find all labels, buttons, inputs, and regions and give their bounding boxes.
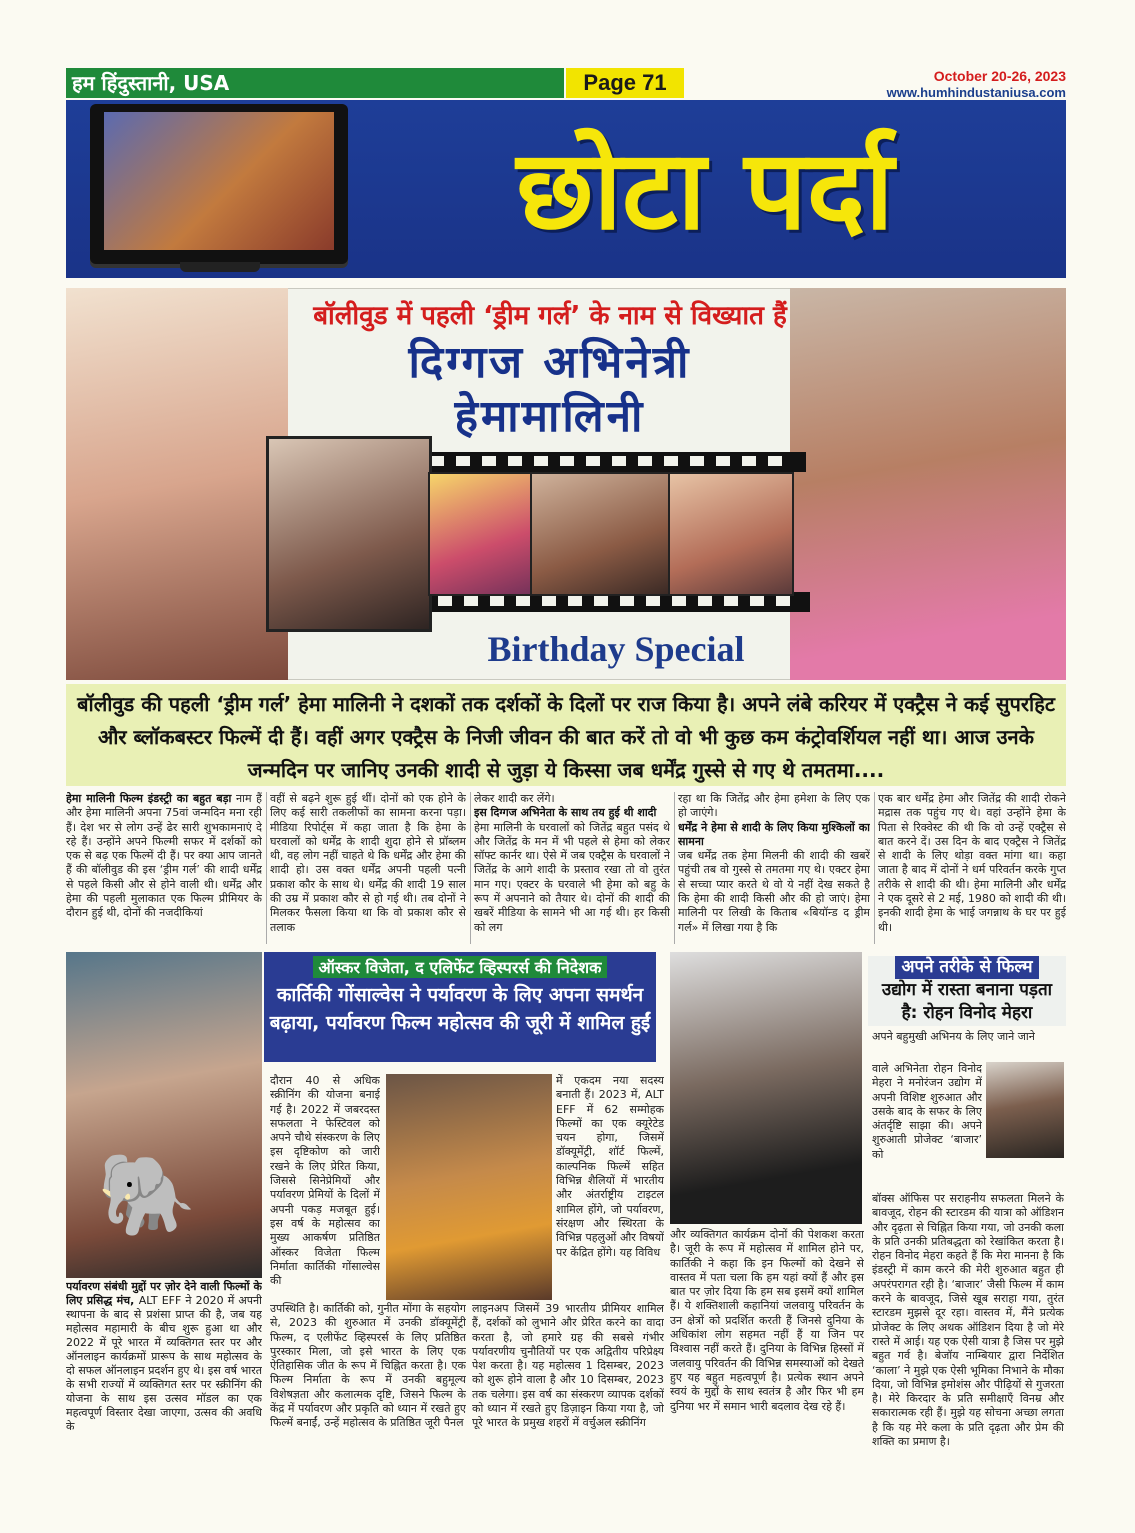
- elephant-trophy-icon: 🐘: [97, 1148, 197, 1241]
- photo-couple-closeup: [530, 472, 670, 596]
- caption-lead: पर्यावरण संबंधी मुद्दों पर ज़ोर देने वाली फिल्मों के लिए प्रसिद्ध मंच,: [66, 1280, 262, 1307]
- article-subhead: धर्मेंद्र ने हेमा से शादी के लिए किया मुश्किलों का सामना: [678, 820, 870, 848]
- rohan-photo: [986, 1062, 1064, 1158]
- article-text: नाम हैं और हेमा मालिनी अपना 75वां जन्मदिन मना रही हैं। देश भर से लोग उन्हें ढेर सारी शुभकामनाएं दे रहे हैं। उन्होंने अपने फिल्मी सफर में दर्शकों को एक से बढ़ एक फिल्में दी हैं। पर क्या आप जानते हैं की बॉलीवुड की इस ‘ड्रीम गर्ल’ की शादी धर्मेंद्र से पहले किसी और से होने वाली थी। धर्मेंद्र और हेमा की पहली मुलाकात एक फिल्म प्रीमियर के दौरान हुई थी, दोनों की नजदीकियां: [66, 792, 262, 920]
- column-divider: [470, 792, 471, 944]
- feature-headline-line1: दिग्गज अभिनेत्री: [408, 337, 692, 388]
- brand-banner: हम हिंदुस्तानी, USA: [66, 68, 564, 98]
- article-subhead: इस दिग्गज अभिनेता के साथ तय हुई थी शादी: [474, 806, 657, 820]
- article-column-2: वहीं से बढ़ने शुरू हुई थीं। दोनों को एक होने के लिए कई सारी तकलीफों का सामना करना पड़ा। मीडिया रिपोर्ट्स में कहा जाता है कि हेमा के घरवालों को धर्मेंद्र के शादी शुदा होने से प्रॉब्लम थी, वह लोग नहीं चाहते थे कि धर्मेंद्र और हेमा की शादी हो। उस वक्त धर्मेंद्र अपनी पहली पत्नी प्रकाश कौर के साथ थे। धर्मेंद्र की शादी 19 साल की उम्र में प्रकाश कौर से हो गई थी। तब दोनों ने मिलकर फैसला किया था कि वो प्रकाश कौर से तलाक: [270, 792, 466, 934]
- hema-young-photo: [66, 288, 288, 680]
- section-title: छोटा पर्दा: [516, 126, 894, 254]
- photo-dharmendra-hema: [266, 436, 432, 632]
- kartiki-portrait-photo: [670, 952, 862, 1224]
- article-lead: हेमा मालिनी फिल्म इंडस्ट्री का बहुत बड़ा: [66, 792, 232, 805]
- caption-text: ALT EFF ने 2020 में अपनी स्थापना के बाद से प्रशंसा प्राप्त की है, जब यह महोत्सव महामारी के बीच शुरू हुआ था और 2022 में पूरे भारत में व्यक्तिगत स्तर पर और ऑनलाइन कार्यक्रमों प्रारूप के साथ महोत्सव के दो सफल ऑनलाइन प्रदर्शन हुए थे। इस वर्ष भारत के सभी राज्यों में व्यक्तिगत स्तर पर स्क्रीनिंग की योजना के साथ इस उत्सव मॉडल का एक महत्वपूर्ण विस्तार देखा जाएगा, उत्सव की अवधि के: [66, 1294, 262, 1433]
- oscar-headline-box: [264, 952, 656, 1062]
- rohan-text-3: बॉक्स ऑफिस पर सराहनीय सफलता मिलने के बावजूद, रोहन की स्टारडम की यात्रा को ऑडिशन और दृढ़ता से चिह्नित किया गया, जो उनकी कला के प्रति उनकी प्रतिबद्धता को रेखांकित करता है। रोहन विनोद मेहरा कहते हैं कि मेरा मानना है कि इंडस्ट्री में काम करने की मेरी शुरुआत बहुत ही अपरंपरागत रही है। ‘बाजार’ जैसी फिल्म में काम करने के बावजूद, जिसे खूब सराहा गया, तुरंत स्टारडम मुझसे दूर रहा। वास्तव में, मैंने प्रत्येक प्रोजेक्ट के लिए अथक ऑडिशन दिया है जो मेरे रास्ते में आई। यह एक ऐसी यात्रा है जिस पर मुझे बहुत गर्व है। बेजॉय नाम्बियार द्वारा निर्देशित ‘काला’ ने मुझे एक ऐसी भूमिका निभाने के मौका दिया, जो विभिन्न इमोशंस और पीढ़ियों से गुजरता है। मेरे किरदार के प्रति समीक्षाएँ विनम्र और सकारात्मक रही हैं। मुझे यह सोचना अच्छा लगता है कि यह मेरे कला के प्रति दृढ़ता और प्रेम की शक्ति का प्रमाण है।: [872, 1192, 1064, 1449]
- issue-date: October 20-26, 2023: [933, 68, 1066, 84]
- column-divider: [266, 792, 267, 944]
- oscar-column-5: और व्यक्तिगत कार्यक्रम दोनों की पेशकश करता है। जूरी के रूप में महोत्सव में शामिल होने पर, कार्तिकी ने कहा कि इन फिल्मों को देखने से वास्तव में पता चला कि हम यहां क्यों हैं और इस बात पर ज़ोर दिया कि हम सब इसमें क्यों शामिल हैं। ये शक्तिशाली कहानियां जलवायु परिवर्तन के उन क्षेत्रों को प्रदर्शित करती हैं जिनसे दुनिया के अधिकांश लोग सहमत नहीं हैं या जिन पर विश्वास नहीं करते हैं। दुनिया के विभिन्न हिस्सों में जलवायु परिवर्तन की विभिन्न समस्याओं को देखते हुए यह बहुत महत्वपूर्ण है। प्रत्येक स्थान अपने स्वयं के मुद्दों के साथ स्वतंत्र है और फिर भी हम दुनिया भर में समान भारी बदलाव देख रहे हैं।: [670, 1228, 864, 1413]
- oscar-column-1: दौरान 40 से अधिक स्क्रीनिंग की योजना बनाई गई है। 2022 में जबरदस्त सफलता ने फेस्टिवल को अपने चौथे संस्करण के लिए इस दृष्टिकोण को जारी रखने के लिए प्रेरित किया, जिससे सिनेप्रेमियों और पर्यावरण प्रेमियों के दिलों में अपनी पकड़ मजबूत हुई। इस वर्ष के महोत्सव का मुख्य आकर्षण प्रतिष्ठित ऑस्कर विजेता फिल्म निर्माता कार्तिकी गोंसाल्वेस की: [270, 1074, 380, 1288]
- hema-present-photo: [790, 288, 1066, 680]
- rohan-text-1: अपने बहुमुखी अभिनय के लिए जाने जाने: [872, 1030, 1035, 1043]
- feature-intro: बॉलीवुड की पहली ‘ड्रीम गर्ल’ हेमा मालिनी ने दशकों तक दर्शकों के दिलों पर राज किया है। अपने लंबे करियर में एक्ट्रैस ने कई सुपरहिट और ब्लॉकबस्टर फिल्में दी हैं। वहीं अगर एक्ट्रैस के निजी जीवन की बात करें तो वो भी कुछ कम कंट्रोवर्शियल नहीं था। आज उनके जन्मदिन पर जानिए उनकी शादी से जुड़ा ये किस्सा जब धर्मेंद्र गुस्से से गए थे तमतमा....: [66, 684, 1066, 786]
- rohan-headline-line1: अपने तरीके से फिल्म: [895, 956, 1038, 979]
- article-text: लेकर शादी कर लेंगे।: [474, 792, 555, 805]
- article-text: रहा था कि जितेंद्र और हेमा हमेशा के लिए एक हो जाएंगे।: [678, 792, 870, 820]
- birthday-special-tag: Birthday Special: [487, 629, 745, 669]
- article-text: हेमा मालिनी के घरवालों को जितेंद्र बहुत पसंद थे और जितेंद्र के मन में भी पहले से हेमा को लेकर सॉफ्ट कार्नर था। ऐसे में जब एक्ट्रैस के घरवालों ने जितेंद्र के आगे शादी के प्रस्ताव रखा तो वो तुरंत मान गए। एक्टर के घरवाले भी हेमा को बहु के रूप में अपनाने को तैयार थे। दोनों की शादी की खबरें मीडिया के सामने भी आ गई थी। हर किसी को लग: [474, 820, 670, 934]
- article-text: जब धर्मेंद्र तक हेमा मिलनी की शादी की खबरें पहुंची तब वो गुस्से से तमतमा गए थे। एक्टर हेमा से सच्चा प्यार करते थे वो ये नहीं देख सकते है कि हेमा की शादी किसी और की हो जाएं। हेमा मालिनी पर लिखी के किताब «बियॉन्ड द ड्रीम गर्ल» में लिखा गया है कि: [678, 849, 870, 934]
- photo-family: [668, 472, 794, 596]
- tv-stand: [180, 262, 260, 272]
- page-number: Page 71: [566, 68, 684, 98]
- oscar-column-3: उपस्थिति है। कार्तिकी को, गुनीत मोंगा के सहयोग से, 2023 की शुरुआत में उनकी डॉक्यूमेंट्री फिल्म, द एलीफेंट व्हिस्परर्स के लिए प्रतिष्ठित पुरस्कार मिला, जो इसे भारत के लिए एक ऐतिहासिक जीत के रूप में चिह्नित करता है। एक फिल्म निर्माता के रूप में उनकी बहुमूल्य विशेषज्ञता और कलात्मक दृष्टि, जिसने फिल्म के केंद्र में पर्यावरण और प्रकृति को ध्यान में रखते हुए फिल्में बनाईं, उन्हें महोत्सव के प्रतिष्ठित जूरी पैनल: [270, 1302, 466, 1430]
- feature-headline-line2: हेमामालिनी: [454, 391, 646, 442]
- photo-dance-group: [428, 472, 532, 596]
- oscar-column-2: में एकदम नया सदस्य बनाती हैं। 2023 में, ALT EFF में 62 सम्मोहक फिल्मों का एक क्यूरेटेड चयन होगा, जिसमें डॉक्यूमेंट्री, शॉर्ट फिल्में, काल्पनिक फिल्में सहित विभिन्न शैलियों में भारतीय और अंतर्राष्ट्रीय टाइटल शामिल होंगे, जो पर्यावरण, संरक्षण और स्थिरता के विभिन्न पहलुओं और विषयों पर केंद्रित होंगे। यह विविध: [556, 1074, 664, 1259]
- oscar-headline-line2: बढ़ाया, पर्यावरण फिल्म महोत्सव की जूरी में शामिल हुईं: [269, 1012, 651, 1034]
- oscar-caption: [66, 1280, 262, 1434]
- rohan-headline-line3: है: रोहन विनोद मेहरा: [901, 1003, 1033, 1023]
- article-column-3: [474, 792, 670, 944]
- rohan-headline-box: [868, 956, 1066, 1026]
- article-column-4: [678, 792, 870, 944]
- article-column-5: एक बार धर्मेंद्र हेमा और जितेंद्र की शादी रोकने मद्रास तक पहुंच गए थे। वहां उन्होंने हेमा के पिता से रिक्वेस्ट की थी कि वो उन्हें एक्ट्रैस से बात करने दें। उस दिन के बाद एक्ट्रैस ने जितेंद्र से शादी के लिए थोड़ा वक्त मांगा था। कहा जाता है बाद में दोनों ने धर्म परिवर्तन करके गुप्त तरीके से शादी की थी। हेमा मालिनी और धर्मेंद्र ने एक दूसरे से 2 मई, 1980 को शादी की थी। इनकी शादी हेमा के भाई जगन्नाथ के घर पर हुई थी।: [878, 792, 1066, 934]
- tv-screen-image: [104, 112, 334, 250]
- oscar-winners-photo: [386, 1074, 552, 1300]
- column-divider: [874, 792, 875, 944]
- rohan-text-2: वाले अभिनेता रोहन विनोद मेहरा ने मनोरंजन उद्योग में अपनी विशिष्ट शुरुआत और उसके बाद के सफर के लिए अंतर्दृष्टि साझा की। अपने शुरुआती प्रोजेक्ट ‘बाजार’ को: [872, 1062, 982, 1161]
- feature-kicker: बॉलीवुड में पहली ‘ड्रीम गर्ल’ के नाम से विख्यात हैं: [313, 301, 787, 331]
- oscar-kicker: ऑस्कर विजेता, द एलिफेंट व्हिस्परर्स की निदेशक: [313, 956, 608, 978]
- oscar-column-4: लाइनअप जिसमें 39 भारतीय प्रीमियर शामिल हैं, दर्शकों को लुभाने और प्रेरित करने का वादा करता है, जो हमारे ग्रह की सबसे गंभीर पर्यावरणीय चुनौतियों पर एक अद्वितीय परिप्रेक्ष्य पेश करता है। यह महोत्सव 1 दिसम्बर, 2023 को शुरू होने वाला है और 10 दिसम्बर, 2023 तक चलेगा। इस वर्ष का संस्करण व्यापक दर्शकों को ध्यान में रखते हुए डिज़ाइन किया गया है, जो पूरे भारत के प्रमुख शहरों में वर्चुअल स्क्रीनिंग: [472, 1302, 664, 1430]
- article-column-1: [66, 792, 262, 944]
- website-link[interactable]: www.humhindustaniusa.com: [886, 85, 1066, 100]
- rohan-headline-line2: उद्योग में रास्ता बनाना पड़ता: [881, 980, 1053, 1000]
- column-divider: [674, 792, 675, 944]
- oscar-headline-line1: कार्तिकी गोंसाल्वेस ने पर्यावरण के लिए अपना समर्थन: [276, 984, 644, 1006]
